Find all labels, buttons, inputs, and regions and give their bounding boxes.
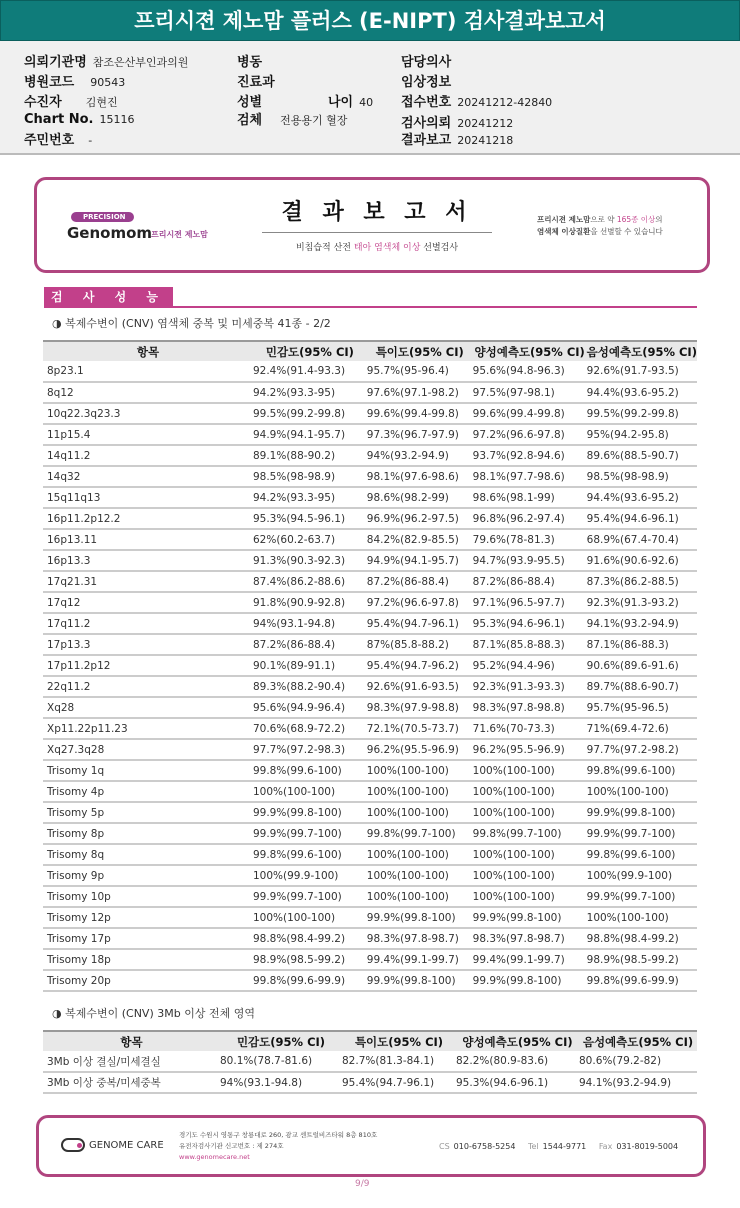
item-name-cell: Trisomy 17p: [43, 928, 253, 949]
section-divider: [44, 306, 697, 308]
value-cell: 100%(99.9-100): [253, 865, 367, 886]
value-cell: 95.7%(95-96.5): [587, 697, 697, 718]
value-cell: 99.6%(99.4-99.8): [473, 403, 587, 424]
value-cell: 94.1%(93.2-94.9): [587, 613, 697, 634]
value-cell: 99.9%(99.8-100): [587, 802, 697, 823]
value-cell: 96.2%(95.5-96.9): [367, 739, 473, 760]
value-cell: 92.6%(91.6-93.5): [367, 676, 473, 697]
value-cell: 99.8%(99.6-100): [587, 844, 697, 865]
resident-value: -: [88, 134, 93, 147]
note-text: 의: [655, 215, 663, 224]
item-name-cell: 11p15.4: [43, 424, 253, 445]
item-name-cell: Trisomy 8q: [43, 844, 253, 865]
value-cell: 94.1%(93.2-94.9): [579, 1072, 697, 1093]
header-row: [43, 341, 697, 361]
table-row: [43, 718, 697, 739]
value-cell: 95.3%(94.6-96.1): [456, 1072, 579, 1093]
value-cell: 87.4%(86.2-88.6): [253, 571, 367, 592]
value-cell: 91.3%(90.3-92.3): [253, 550, 367, 571]
item-name-cell: Trisomy 18p: [43, 949, 253, 970]
logo-text: GENOME CARE: [89, 1139, 164, 1151]
value-cell: 96.2%(95.5-96.9): [473, 739, 587, 760]
table-row: [43, 655, 697, 676]
value-cell: 99.9%(99.7-100): [253, 823, 367, 844]
value-cell: 99.9%(99.7-100): [587, 886, 697, 907]
specimen-value: 전용용기 혈장: [280, 114, 348, 127]
value-cell: 100%(100-100): [367, 865, 473, 886]
note-text: 을 선별할 수 있습니다: [590, 227, 663, 236]
item-name-cell: 16p13.11: [43, 529, 253, 550]
value-cell: 93.7%(92.8-94.6): [473, 445, 587, 466]
value-cell: 99.9%(99.7-100): [587, 823, 697, 844]
value-cell: 98.6%(98.1-99): [473, 487, 587, 508]
table-row: [43, 844, 697, 865]
table-row: [43, 361, 697, 382]
item-name-cell: Trisomy 20p: [43, 970, 253, 991]
item-name-cell: Trisomy 1q: [43, 760, 253, 781]
item-name-cell: 16p11.2p12.2: [43, 508, 253, 529]
item-name-cell: 22q11.2: [43, 676, 253, 697]
value-cell: 98.3%(97.8-98.7): [473, 928, 587, 949]
table-row: [43, 928, 697, 949]
patient-value: 김현진: [85, 96, 118, 109]
hospital-code-label: 병원코드: [24, 75, 75, 90]
subtitle-highlight: 태아 염색체 이상: [353, 243, 421, 253]
value-cell: 95.2%(94.4-96): [473, 655, 587, 676]
value-cell: 96.9%(96.2-97.5): [367, 508, 473, 529]
note-text: 프리시젼 제노맘: [537, 215, 591, 224]
tel-label: Tel: [527, 1142, 539, 1151]
sex-label: 성별: [237, 95, 263, 110]
table1-subtitle: ◑ 복제수변이 (CNV) 염색체 중복 및 미세중복 41종 - 2/2: [52, 317, 331, 330]
table-row: [43, 634, 697, 655]
column-header: 특이도(95% CI): [342, 1031, 456, 1051]
value-cell: 89.3%(88.2-90.4): [253, 676, 367, 697]
value-cell: 98.9%(98.5-99.2): [587, 949, 697, 970]
value-cell: 99.9%(99.8-100): [473, 970, 587, 991]
ward-label: 병동: [237, 55, 263, 70]
value-cell: 87.1%(85.8-88.3): [473, 634, 587, 655]
dept-label: 진료과: [237, 75, 275, 90]
value-cell: 94.7%(93.9-95.5): [473, 550, 587, 571]
value-cell: 89.1%(88-90.2): [253, 445, 367, 466]
table-row: [43, 1051, 697, 1072]
clinical-label: 임상정보: [401, 75, 452, 90]
receipt-value: 20241212-42840: [457, 96, 553, 109]
value-cell: 97.7%(97.2-98.2): [587, 739, 697, 760]
value-cell: 99.5%(99.2-99.8): [253, 403, 367, 424]
genome-care-icon: [61, 1138, 85, 1152]
table-row: [43, 802, 697, 823]
license: 유전자검사기관 신고번호 : 제 274호: [179, 1142, 284, 1150]
value-cell: 68.9%(67.4-70.4): [587, 529, 697, 550]
footer-address-block: [179, 1130, 377, 1163]
value-cell: 99.9%(99.8-100): [367, 907, 473, 928]
banner-title: 결 과 보 고 서: [262, 198, 492, 233]
table-row: [43, 676, 697, 697]
report-title: 프리시젼 제노맘 플러스 (E-NIPT) 검사결과보고서: [0, 0, 740, 41]
value-cell: 87.2%(86-88.4): [367, 571, 473, 592]
column-header: 특이도(95% CI): [367, 341, 473, 361]
value-cell: 95.3%(94.5-96.1): [253, 508, 367, 529]
precision-badge: PRECISION: [71, 212, 134, 222]
value-cell: 100%(100-100): [473, 865, 587, 886]
value-cell: 95.7%(95-96.4): [367, 361, 473, 382]
subtitle-text: 비침습적 산전: [295, 243, 354, 253]
item-name-cell: 15q11q13: [43, 487, 253, 508]
table-row: [43, 886, 697, 907]
tel-number: 1544-9771: [542, 1142, 587, 1151]
value-cell: 100%(100-100): [473, 802, 587, 823]
value-cell: 100%(100-100): [587, 781, 697, 802]
note-text: 염색체 이상질환: [537, 227, 591, 236]
value-cell: 99.5%(99.2-99.8): [587, 403, 697, 424]
value-cell: 100%(100-100): [253, 907, 367, 928]
value-cell: 94%(93.1-94.8): [253, 613, 367, 634]
item-name-cell: 14q32: [43, 466, 253, 487]
footer: [36, 1115, 706, 1177]
page-number: 9/9: [355, 1179, 370, 1189]
item-name-cell: Trisomy 8p: [43, 823, 253, 844]
cs-number: 010-6758-5254: [453, 1142, 516, 1151]
value-cell: 92.6%(91.7-93.5): [587, 361, 697, 382]
table2-subtitle: ◑ 복제수변이 (CNV) 3Mb 이상 전체 영역: [52, 1007, 255, 1020]
value-cell: 94%(93.1-94.8): [220, 1072, 342, 1093]
value-cell: 84.2%(82.9-85.5): [367, 529, 473, 550]
value-cell: 80.1%(78.7-81.6): [220, 1051, 342, 1072]
table-row: [43, 445, 697, 466]
value-cell: 99.4%(99.1-99.7): [367, 949, 473, 970]
table-row: [43, 907, 697, 928]
banner-subtitle: [262, 240, 492, 253]
value-cell: 98.3%(97.9-98.8): [367, 697, 473, 718]
value-cell: 98.3%(97.8-98.8): [473, 697, 587, 718]
value-cell: 99.9%(99.7-100): [253, 886, 367, 907]
value-cell: 95.4%(94.7-96.2): [367, 655, 473, 676]
value-cell: 80.6%(79.2-82): [579, 1051, 697, 1072]
value-cell: 100%(100-100): [253, 781, 367, 802]
item-name-cell: 17p11.2p12: [43, 655, 253, 676]
value-cell: 79.6%(78-81.3): [473, 529, 587, 550]
request-value: 20241212: [457, 117, 514, 130]
value-cell: 91.8%(90.9-92.8): [253, 592, 367, 613]
value-cell: 99.9%(99.8-100): [367, 970, 473, 991]
section-tab: 검 사 성 능: [44, 287, 173, 307]
value-cell: 62%(60.2-63.7): [253, 529, 367, 550]
value-cell: 99.8%(99.6-99.9): [253, 970, 367, 991]
value-cell: 87.3%(86.2-88.5): [587, 571, 697, 592]
item-name-cell: 8q12: [43, 382, 253, 403]
value-cell: 95%(94.2-95.8): [587, 424, 697, 445]
table-row: [43, 1072, 697, 1093]
address: 경기도 수원시 영통구 창룡대로 260, 광교 센트럴비즈타워 8층 810호: [179, 1131, 378, 1139]
value-cell: 87.2%(86-88.4): [253, 634, 367, 655]
item-name-cell: Xp11.22p11.23: [43, 718, 253, 739]
request-label: 검사의뢰: [401, 116, 452, 131]
value-cell: 98.1%(97.6-98.6): [367, 466, 473, 487]
value-cell: 94.4%(93.6-95.2): [587, 487, 697, 508]
note-highlight: 165종 이상: [616, 215, 656, 224]
table-row: [43, 403, 697, 424]
value-cell: 99.4%(99.1-99.7): [473, 949, 587, 970]
value-cell: 98.5%(98-98.9): [587, 466, 697, 487]
age-label: 나이: [328, 95, 354, 110]
resident-label: 주민번호: [24, 133, 75, 148]
receipt-label: 접수번호: [401, 95, 452, 110]
value-cell: 95.6%(94.9-96.4): [253, 697, 367, 718]
value-cell: 98.8%(98.4-99.2): [587, 928, 697, 949]
table-row: [43, 949, 697, 970]
age-value: 40: [359, 96, 374, 109]
item-name-cell: Trisomy 9p: [43, 865, 253, 886]
value-cell: 99.8%(99.7-100): [367, 823, 473, 844]
value-cell: 94%(93.2-94.9): [367, 445, 473, 466]
item-name-cell: Trisomy 4p: [43, 781, 253, 802]
value-cell: 99.8%(99.6-100): [253, 760, 367, 781]
value-cell: 99.6%(99.4-99.8): [367, 403, 473, 424]
value-cell: 97.1%(96.5-97.7): [473, 592, 587, 613]
value-cell: 100%(99.9-100): [587, 865, 697, 886]
column-header: 민감도(95% CI): [220, 1031, 342, 1051]
value-cell: 95.6%(94.8-96.3): [473, 361, 587, 382]
value-cell: 100%(100-100): [473, 760, 587, 781]
table-row: [43, 865, 697, 886]
value-cell: 98.5%(98-98.9): [253, 466, 367, 487]
cnv-3mb-table: [43, 1030, 697, 1094]
subtitle-text: 선별검사: [420, 243, 459, 253]
table-row: [43, 571, 697, 592]
value-cell: 100%(100-100): [473, 781, 587, 802]
value-cell: 95.3%(94.6-96.1): [473, 613, 587, 634]
item-name-cell: Xq28: [43, 697, 253, 718]
value-cell: 99.9%(99.8-100): [473, 907, 587, 928]
cnv-performance-table: [43, 340, 697, 992]
item-name-cell: Xq27.3q28: [43, 739, 253, 760]
patient-label: 수진자: [24, 95, 62, 110]
table-row: [43, 466, 697, 487]
value-cell: 71.6%(70-73.3): [473, 718, 587, 739]
value-cell: 97.7%(97.2-98.3): [253, 739, 367, 760]
item-name-cell: 17q12: [43, 592, 253, 613]
item-name-cell: Trisomy 12p: [43, 907, 253, 928]
table-row: [43, 970, 697, 991]
value-cell: 99.9%(99.8-100): [253, 802, 367, 823]
header-row: [43, 1031, 697, 1051]
table-row: [43, 424, 697, 445]
banner-note: [537, 214, 663, 238]
value-cell: 98.8%(98.4-99.2): [253, 928, 367, 949]
value-cell: 94.9%(94.1-95.7): [253, 424, 367, 445]
value-cell: 72.1%(70.5-73.7): [367, 718, 473, 739]
column-header: 민감도(95% CI): [253, 341, 367, 361]
institution-value: 참조은산부인과의원: [92, 56, 189, 69]
doctor-label: 담당의사: [401, 55, 452, 70]
value-cell: 99.8%(99.6-99.9): [587, 970, 697, 991]
value-cell: 89.6%(88.5-90.7): [587, 445, 697, 466]
value-cell: 97.5%(97-98.1): [473, 382, 587, 403]
column-header: 음성예측도(95% CI): [587, 341, 697, 361]
report-date-label: 결과보고: [401, 133, 452, 148]
value-cell: 71%(69.4-72.6): [587, 718, 697, 739]
chart-value: 15116: [99, 113, 135, 126]
item-name-cell: 14q11.2: [43, 445, 253, 466]
fax-number: 031-8019-5004: [616, 1142, 679, 1151]
value-cell: 98.6%(98.2-99): [367, 487, 473, 508]
contact-info: [439, 1142, 688, 1151]
value-cell: 95.4%(94.7-96.1): [342, 1072, 456, 1093]
value-cell: 97.2%(96.6-97.8): [473, 424, 587, 445]
value-cell: 92.4%(91.4-93.3): [253, 361, 367, 382]
table-row: [43, 487, 697, 508]
item-name-cell: 17q21.31: [43, 571, 253, 592]
value-cell: 99.8%(99.7-100): [473, 823, 587, 844]
item-name-cell: 8p23.1: [43, 361, 253, 382]
value-cell: 90.1%(89-91.1): [253, 655, 367, 676]
value-cell: 98.1%(97.7-98.6): [473, 466, 587, 487]
value-cell: 95.4%(94.6-96.1): [587, 508, 697, 529]
item-name-cell: Trisomy 10p: [43, 886, 253, 907]
value-cell: 100%(100-100): [367, 760, 473, 781]
table-row: [43, 823, 697, 844]
note-text: 으로 약: [590, 215, 617, 224]
value-cell: 100%(100-100): [473, 844, 587, 865]
specimen-label: 검체: [237, 113, 263, 128]
table-row: [43, 592, 697, 613]
value-cell: 100%(100-100): [587, 907, 697, 928]
item-name-cell: 17q11.2: [43, 613, 253, 634]
value-cell: 91.6%(90.6-92.6): [587, 550, 697, 571]
item-name-cell: 16p13.3: [43, 550, 253, 571]
value-cell: 87.2%(86-88.4): [473, 571, 587, 592]
chart-label: Chart No.: [24, 112, 94, 127]
value-cell: 98.9%(98.5-99.2): [253, 949, 367, 970]
item-name-cell: 3Mb 이상 중복/미세중복: [43, 1072, 220, 1093]
value-cell: 82.7%(81.3-84.1): [342, 1051, 456, 1072]
value-cell: 94.2%(93.3-95): [253, 382, 367, 403]
value-cell: 100%(100-100): [473, 886, 587, 907]
institution-label: 의뢰기관명: [24, 55, 87, 70]
value-cell: 97.2%(96.6-97.8): [367, 592, 473, 613]
table-row: [43, 613, 697, 634]
column-header: 항목: [43, 1031, 220, 1051]
table-row: [43, 760, 697, 781]
table-row: [43, 697, 697, 718]
value-cell: 100%(100-100): [367, 802, 473, 823]
value-cell: 96.8%(96.2-97.4): [473, 508, 587, 529]
value-cell: 99.8%(99.6-100): [587, 760, 697, 781]
value-cell: 94.9%(94.1-95.7): [367, 550, 473, 571]
table-row: [43, 508, 697, 529]
item-name-cell: 10q22.3q23.3: [43, 403, 253, 424]
value-cell: 98.3%(97.8-98.7): [367, 928, 473, 949]
report-banner: [34, 177, 710, 273]
value-cell: 100%(100-100): [367, 781, 473, 802]
item-name-cell: Trisomy 5p: [43, 802, 253, 823]
value-cell: 92.3%(91.3-93.2): [587, 592, 697, 613]
table-row: [43, 382, 697, 403]
value-cell: 92.3%(91.3-93.3): [473, 676, 587, 697]
hospital-code-value: 90543: [90, 76, 126, 89]
value-cell: 82.2%(80.9-83.6): [456, 1051, 579, 1072]
table-row: [43, 739, 697, 760]
value-cell: 100%(100-100): [367, 886, 473, 907]
value-cell: 87.1%(86-88.3): [587, 634, 697, 655]
table-row: [43, 781, 697, 802]
item-name-cell: 3Mb 이상 결실/미세결실: [43, 1051, 220, 1072]
value-cell: 97.6%(97.1-98.2): [367, 382, 473, 403]
column-header: 양성예측도(95% CI): [473, 341, 587, 361]
table-row: [43, 529, 697, 550]
item-name-cell: 17p13.3: [43, 634, 253, 655]
value-cell: 100%(100-100): [367, 844, 473, 865]
value-cell: 89.7%(88.6-90.7): [587, 676, 697, 697]
value-cell: 87%(85.8-88.2): [367, 634, 473, 655]
brand-subtitle: 프리시젼 제노맘: [151, 230, 208, 239]
value-cell: 70.6%(68.9-72.2): [253, 718, 367, 739]
website-link[interactable]: www.genomecare.net: [179, 1153, 250, 1161]
value-cell: 94.2%(93.3-95): [253, 487, 367, 508]
column-header: 항목: [43, 341, 253, 361]
table-row: [43, 550, 697, 571]
fax-label: Fax: [598, 1142, 613, 1151]
cs-label: CS: [439, 1142, 450, 1151]
patient-info-panel: [0, 41, 740, 155]
genome-care-logo: [61, 1138, 164, 1152]
value-cell: 90.6%(89.6-91.6): [587, 655, 697, 676]
value-cell: 95.4%(94.7-96.1): [367, 613, 473, 634]
report-date-value: 20241218: [457, 134, 514, 147]
value-cell: 94.4%(93.6-95.2): [587, 382, 697, 403]
column-header: 음성예측도(95% CI): [579, 1031, 697, 1051]
value-cell: 99.8%(99.6-100): [253, 844, 367, 865]
value-cell: 97.3%(96.7-97.9): [367, 424, 473, 445]
column-header: 양성예측도(95% CI): [456, 1031, 579, 1051]
genomom-logo: Genomom: [67, 224, 153, 242]
